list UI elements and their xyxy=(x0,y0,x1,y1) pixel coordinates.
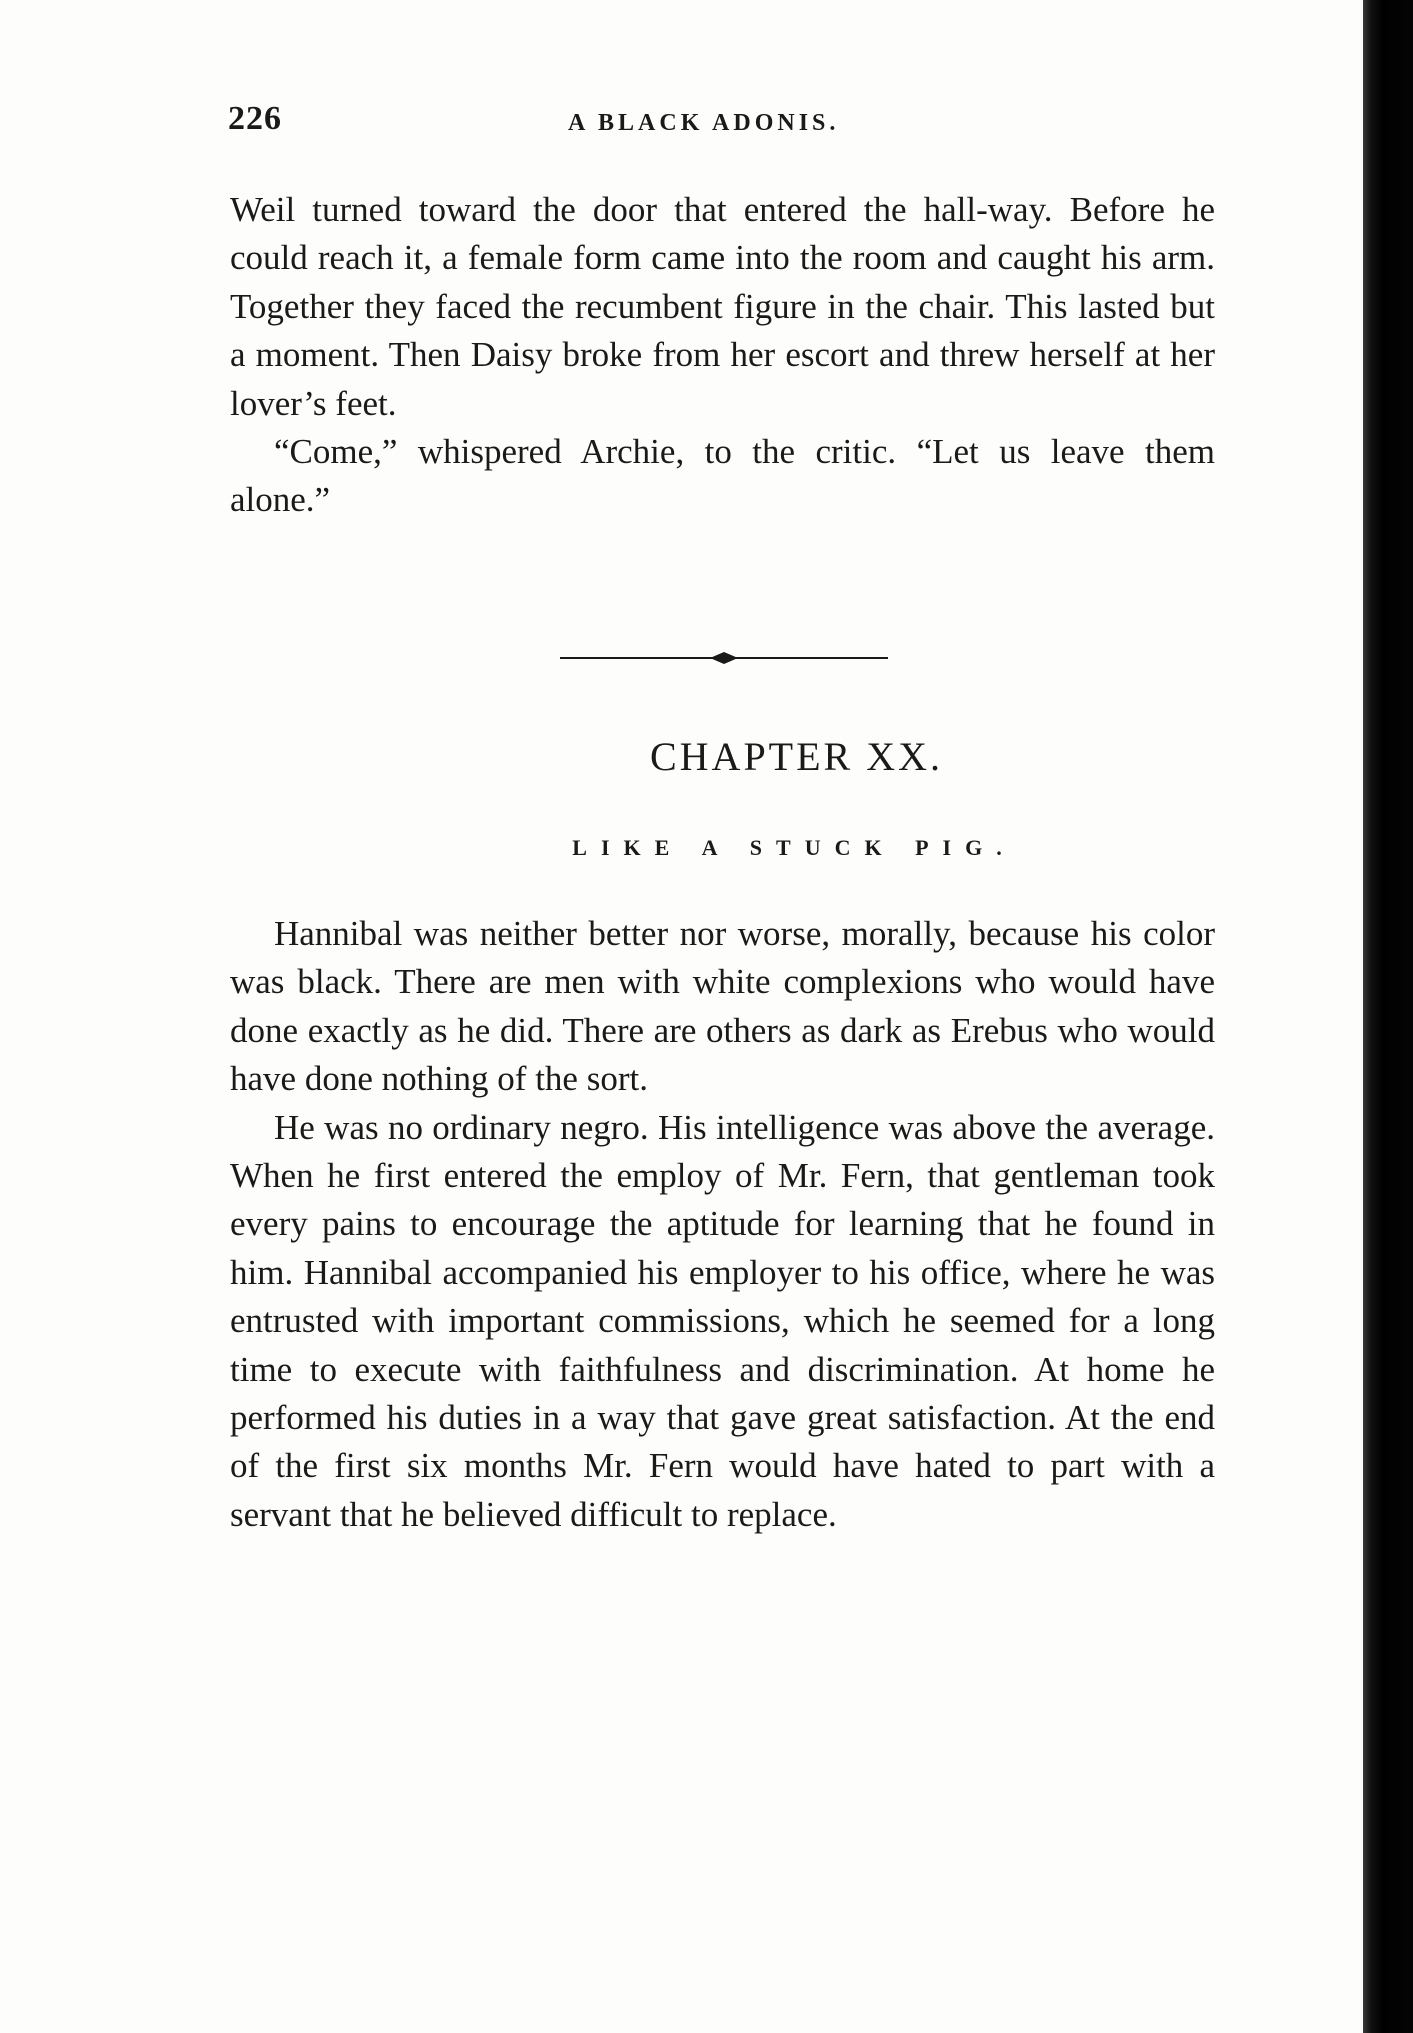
running-title: A BLACK ADONIS. xyxy=(568,110,840,136)
paragraph: “Come,” whispered Archie, to the critic. “Let us leave them alone.” xyxy=(230,432,1215,520)
chapter-end-text xyxy=(230,186,1215,525)
chapter-body-text xyxy=(230,910,1215,1539)
page-binding-edge xyxy=(1363,0,1413,2033)
paragraph: Weil turned toward the door that entered the hall-way. Before he could reach it, a female form came into the room and caught his arm. Together they faced the recumbent figure in the chair. This lasted but a moment. Then Daisy broke from her escort and threw herself at her lover’s feet. xyxy=(230,190,1215,423)
paragraph: Hannibal was neither better nor worse, morally, because his color was black. There are men with white complexions who would have done exactly as he did. There are others as dark as Erebus who would have done nothing of the sort. xyxy=(230,914,1215,1099)
page-number: 226 xyxy=(228,100,282,137)
section-divider xyxy=(560,651,888,665)
chapter-title: CHAPTER XX. xyxy=(649,734,944,779)
chapter-subtitle: LIKE A STUCK PIG. xyxy=(572,835,1016,860)
paragraph: He was no ordinary negro. His intelligence was above the average. When he first entered the employ of Mr. Fern, that gentleman took every pains to encourage the aptitude for learning that he found in him. Hannibal accompanied his employer to his office, where he was entrusted with important commissions, which he seemed for a long time to execute with faithfulness and discrimination. At home he performed his duties in a way that gave great satisfaction. At the end of the first six months Mr. Fern would have hated to part with a servant that he believed difficult to replace. xyxy=(230,1107,1215,1534)
divider-ornament-icon xyxy=(560,651,888,665)
running-head xyxy=(228,100,1218,148)
